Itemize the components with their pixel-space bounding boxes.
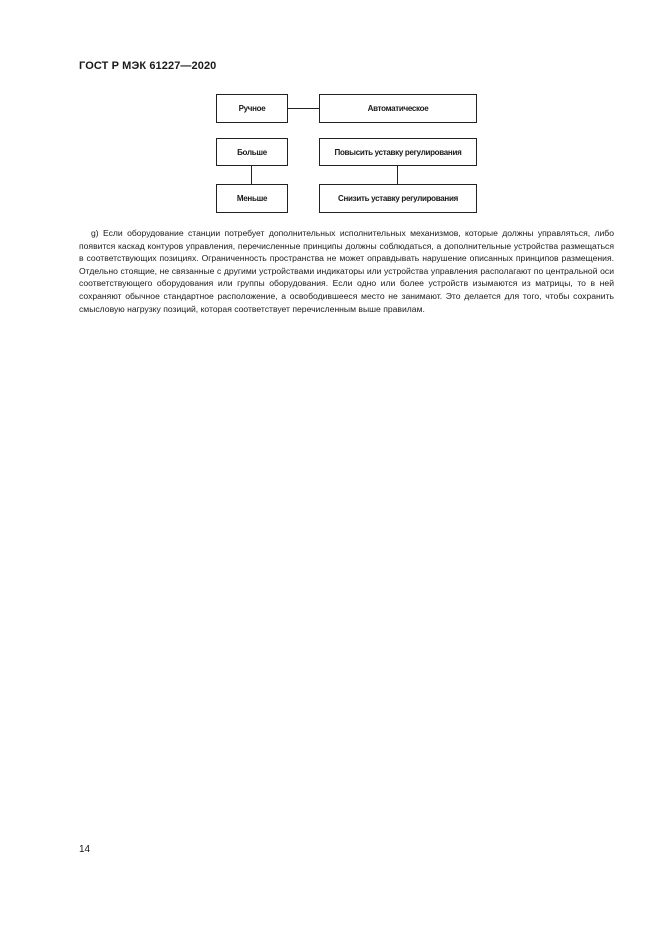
less-box: [216, 184, 288, 213]
more-label: Больше: [237, 147, 267, 157]
connector-raise-lower: [397, 166, 398, 184]
more-box: [216, 138, 288, 166]
automatic-box: [319, 94, 477, 123]
page-number: 14: [79, 844, 91, 855]
raise-setpoint-box: [319, 138, 477, 166]
lower-setpoint-box: [319, 184, 477, 213]
lower-setpoint-label: Снизить уставку регулирования: [338, 194, 458, 203]
control-layout-diagram: [0, 0, 661, 230]
document-header: ГОСТ Р МЭК 61227—2020: [79, 60, 217, 72]
paragraph-g: g) Если оборудование станции потребует дополнительных исполнительных механизмов, которые должны управляться, либо появится каскад контуров управления, перечисленные принципы должны соблюдаться, а дополнительные устройства размещаться в соответствующих позициях. Ограниченность пространства не может оправдывать нарушение описанных принципов размещения. Отдельно стоящие, не связанные с другими устройствами индикаторы или устройства управления располагают по центральной оси соответствующего оборудования или группы оборудования. Если одно или более устройств изымаются из матрицы, то в ней сохраняют обычное стандартное расположение, а освободившееся место не занимают. Это делается для того, чтобы сохранить смысловую нагрузку позиций, которая соответствует перечисленным выше правилам.: [79, 228, 614, 314]
manual-box: [216, 94, 288, 123]
connector-more-less: [251, 166, 252, 184]
automatic-label: Автоматическое: [367, 104, 429, 113]
raise-setpoint-label: Повысить уставку регулирования: [334, 147, 462, 157]
manual-label: Ручное: [238, 104, 266, 113]
less-label: Меньше: [236, 194, 268, 203]
connector-manual-automatic: [288, 108, 319, 109]
